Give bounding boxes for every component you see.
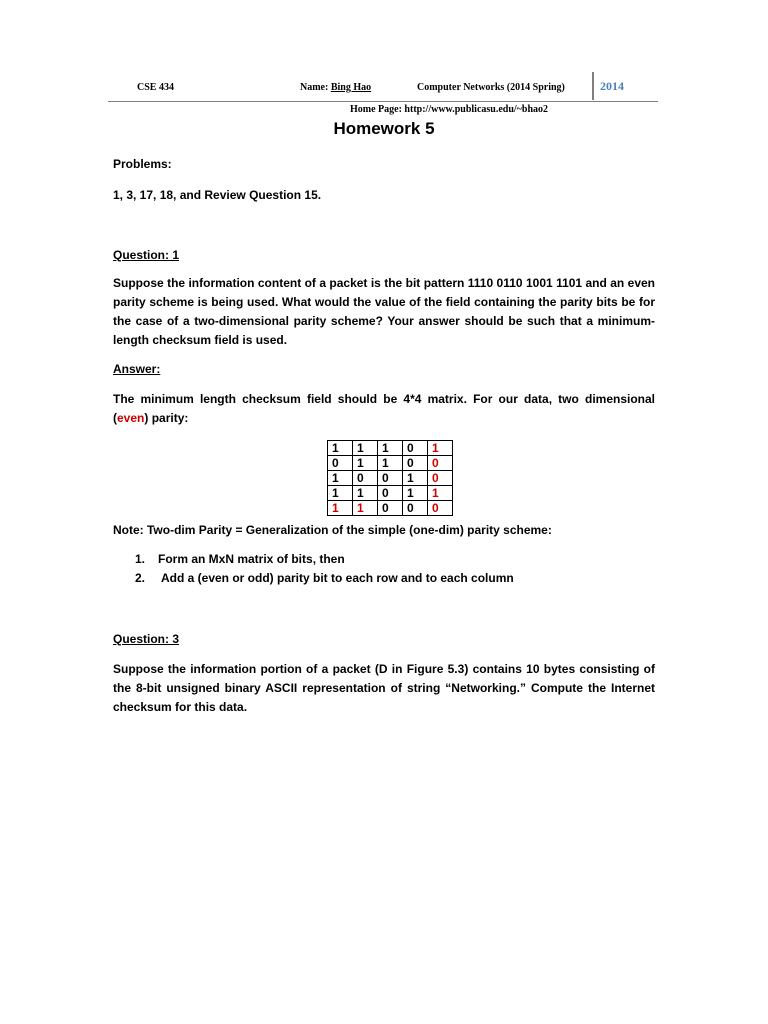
matrix-row (328, 501, 453, 516)
matrix-cell: 1 (353, 441, 378, 456)
question-1-heading: Question: 1 (113, 248, 180, 262)
matrix-cell: 1 (403, 486, 428, 501)
document-header (108, 74, 658, 102)
matrix-cell: 0 (378, 486, 403, 501)
header-rule (108, 101, 658, 102)
page-title: Homework 5 (333, 119, 435, 138)
matrix-cell: 0 (428, 471, 453, 486)
student-name (300, 82, 371, 93)
matrix-cell: 1 (378, 441, 403, 456)
matrix-cell: 0 (428, 501, 453, 516)
matrix-cell: 0 (378, 471, 403, 486)
matrix-cell: 1 (428, 441, 453, 456)
note-text: Note: Two-dim Parity = Generalization of the simple (one-dim) parity scheme: (113, 523, 552, 537)
matrix-cell: 1 (428, 486, 453, 501)
matrix-cell: 0 (403, 456, 428, 471)
matrix-cell: 0 (353, 471, 378, 486)
matrix-cell: 1 (353, 456, 378, 471)
matrix-cell: 1 (378, 456, 403, 471)
matrix-row (328, 441, 453, 456)
course-subject: Computer Networks (2014 Spring) (417, 82, 565, 93)
problems-label: Problems: (113, 157, 172, 171)
course-code: CSE 434 (137, 82, 174, 93)
matrix-row (328, 486, 453, 501)
matrix-cell: 1 (353, 486, 378, 501)
list-number: 2. (135, 571, 146, 585)
matrix-cell: 1 (353, 501, 378, 516)
matrix-cell: 0 (403, 441, 428, 456)
name-value: Bing Hao (330, 82, 372, 93)
header-year: 2014 (600, 79, 624, 93)
answer-text-after: ) parity: (144, 411, 189, 425)
matrix-cell: 1 (328, 471, 353, 486)
question-3-body: Suppose the information portion of a packet (D in Figure 5.3) contains 10 bytes consisting of the 8-bit unsigned binary ASCII representation of string “Networking.” Compute the Internet checksum for this data. (113, 662, 655, 714)
list-number: 1. (135, 552, 146, 566)
matrix-cell: 0 (328, 456, 353, 471)
answer-text-before: The minimum length checksum field should be 4*4 matrix. For our data, two dimensional ( (113, 392, 655, 425)
question-1-body: Suppose the information content of a packet is the bit pattern 1110 0110 1001 1101 and an even parity scheme is being used. What would the value of the field containing the parity bits be for the case of a two-dimensional parity scheme? Your answer should be such that a minimum-length checksum field is used. (113, 276, 655, 347)
parity-matrix (327, 440, 453, 516)
matrix-cell: 1 (328, 501, 353, 516)
question-3-heading: Question: 3 (113, 632, 180, 646)
matrix-cell: 1 (328, 486, 353, 501)
homepage-line: Home Page: http://www.publicasu.edu/~bhao2 (350, 104, 549, 115)
matrix-cell: 0 (378, 501, 403, 516)
name-label: Name: (300, 82, 329, 93)
list-text: Add a (even or odd) parity bit to each row and to each column (161, 571, 514, 585)
answer-text-highlight: even (117, 411, 145, 425)
problems-list: 1, 3, 17, 18, and Review Question 15. (113, 188, 322, 202)
matrix-cell: 1 (403, 471, 428, 486)
matrix-cell: 0 (428, 456, 453, 471)
answer-label: Answer: (113, 362, 161, 376)
answer-text (113, 390, 655, 428)
header-divider (592, 72, 594, 100)
matrix-cell: 0 (403, 501, 428, 516)
list-text: Form an MxN matrix of bits, then (158, 552, 345, 566)
matrix-cell: 1 (328, 441, 353, 456)
matrix-row (328, 456, 453, 471)
matrix-row (328, 471, 453, 486)
